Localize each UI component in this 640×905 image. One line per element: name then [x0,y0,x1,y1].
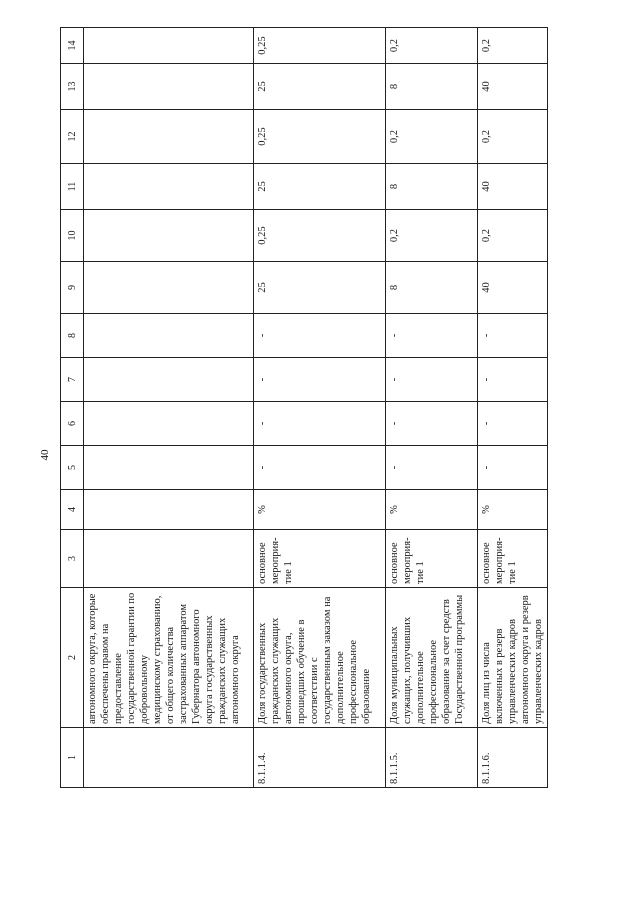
row-value: 0,2 [386,28,478,64]
table-row [478,28,548,788]
row-value: - [386,446,478,490]
indicators-table [60,27,548,788]
table-row [84,28,254,788]
row-value [84,64,254,110]
row-value: - [254,358,386,402]
row-value: 8 [386,164,478,210]
row-event: основное мероприя-тие 1 [478,530,548,588]
row-value: - [254,402,386,446]
row-value: - [478,446,548,490]
row-code [84,728,254,788]
col-header-14: 14 [61,28,84,64]
row-value: 0,25 [254,210,386,262]
row-value: - [478,314,548,358]
col-header-12: 12 [61,110,84,164]
row-unit: % [386,490,478,530]
row-event: основное мероприя-тие 1 [386,530,478,588]
row-value: 0,2 [478,28,548,64]
row-value: 0,2 [386,110,478,164]
row-value: - [478,358,548,402]
row-value [84,402,254,446]
row-value: 40 [478,164,548,210]
row-value: 0,25 [254,28,386,64]
row-unit: % [478,490,548,530]
row-name: Доля муниципальных служащих, получивших дополнительное профессиональное образование за счет средств Государственной программы [386,588,478,728]
row-value: - [478,402,548,446]
row-value [84,446,254,490]
row-value [84,28,254,64]
row-name: Доля лиц из числа включенных в резерв управленческих кадров автономного округа и резерв управленческих кадров [478,588,548,728]
row-value: 0,2 [478,110,548,164]
row-value: 0,25 [254,110,386,164]
col-header-6: 6 [61,402,84,446]
row-unit: % [254,490,386,530]
row-value [84,210,254,262]
col-header-11: 11 [61,164,84,210]
col-header-3: 3 [61,530,84,588]
row-value [84,358,254,402]
row-name: автономного округа, которые обеспечены правом на предоставление государственной гарантии по добровольному медицинскому страхованию, от общего количества застрахованных аппаратом Губернатора автономного округа государственных гражданских служащих автономного округа [84,588,254,728]
col-header-4: 4 [61,490,84,530]
col-header-5: 5 [61,446,84,490]
row-value [84,164,254,210]
row-value: 0,2 [386,210,478,262]
row-value: 25 [254,262,386,314]
row-value [84,262,254,314]
row-value: 40 [478,64,548,110]
row-value: - [254,446,386,490]
header-row [61,28,84,788]
col-header-1: 1 [61,728,84,788]
page-number: 40 [39,449,51,461]
row-code: 8.1.1.4. [254,728,386,788]
col-header-7: 7 [61,358,84,402]
col-header-13: 13 [61,64,84,110]
row-value: 0,2 [478,210,548,262]
row-unit [84,490,254,530]
row-code: 8.1.1.5. [386,728,478,788]
col-header-8: 8 [61,314,84,358]
row-value: 40 [478,262,548,314]
row-value: - [386,358,478,402]
table-row [386,28,478,788]
row-event [84,530,254,588]
table-row [254,28,386,788]
row-value: 8 [386,64,478,110]
row-value [84,110,254,164]
col-header-10: 10 [61,210,84,262]
col-header-2: 2 [61,588,84,728]
row-name: Доля государственных гражданских служащих автономного округа, прошедших обучение в соответствии с государственным заказом на дополнительное профессиональное образование [254,588,386,728]
row-value: 25 [254,164,386,210]
row-event: основное мероприя-тие 1 [254,530,386,588]
row-code: 8.1.1.6. [478,728,548,788]
rotated-document-page [60,28,544,788]
row-value: 25 [254,64,386,110]
row-value [84,314,254,358]
row-value: - [254,314,386,358]
row-value: - [386,402,478,446]
row-value: 8 [386,262,478,314]
row-value: - [386,314,478,358]
col-header-9: 9 [61,262,84,314]
